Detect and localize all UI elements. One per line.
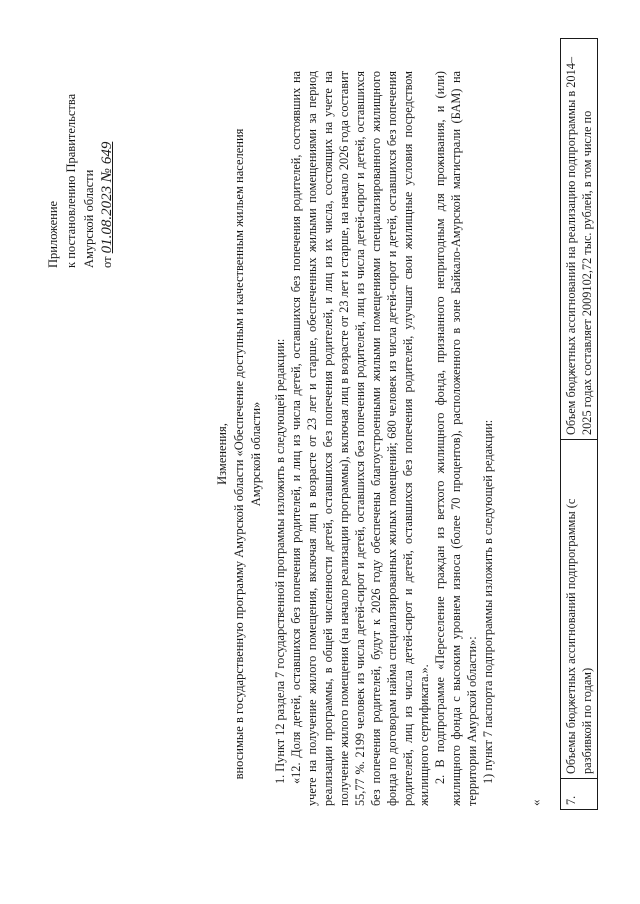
title-line: Амурской области» — [249, 401, 263, 507]
passport-table — [560, 38, 598, 810]
appendix-line: к постановлению Правительства — [64, 93, 78, 268]
appendix-date — [98, 28, 116, 268]
table-cell-number: 7. — [561, 779, 598, 810]
table-cell-name: Объемы бюджетных ассигнований подпрограммы (с разбивкой по годам) — [561, 440, 598, 779]
table-row — [561, 39, 598, 810]
title-line: вносимые в государственную программу Амурской области «Обеспечение доступным и качественным жильем населения — [232, 128, 246, 780]
table-cell-value: Объем бюджетных ассигнований на реализацию подпрограммы в 2014–2025 годах составляет 2009102,72 тыс. рублей, в том числе по — [561, 39, 598, 440]
document-title — [214, 94, 265, 814]
paragraph: 1. Пункт 12 раздела 7 государственной программы изложить в следующей редакции: — [273, 338, 287, 784]
appendix-block — [44, 28, 116, 268]
date-prefix: от — [100, 256, 114, 268]
document-body — [272, 71, 496, 806]
title-line: Изменения, — [215, 423, 229, 485]
handwritten-date-number: 01.08.2023 № 649 — [99, 141, 115, 254]
paragraph: 2. В подпрограмме «Переселение граждан из ветхого жилищного фонда, признанного непригодным для проживания, и (или) жилищного фонда с высоким уровнем износа (более 70 процентов), расположенного в зоне Байкало-Амурской магистрали (БАМ) на территории Амурской области»: — [433, 71, 479, 806]
opening-quote: « — [528, 799, 543, 806]
appendix-line: Амурской области — [82, 169, 96, 268]
appendix-line: Приложение — [46, 200, 60, 268]
paragraph: «12. Доля детей, оставшихся без попечения родителей, и лиц из числа детей, оставшихся без попечения родителей, состоявших на учете на получение жилого помещения, включая лиц в возрасте от 23 лет и старше, обеспеченных жилыми помещениями за период реализации программы, в общей численности детей, оставшихся без попечения родителей, и лиц из их числа, состоящих на учете на получение жилого помещения (на начало реализации программы), включая лиц в возрасте от 23 лет и старше, на начало 2026 года составит 55,77 %. 2199 человек из числа детей-сирот и детей, оставшихся без попечения родителей, лиц из числа детей-сирот и детей, оставшихся без попечения родителей, будут к 2026 году обеспечены благоустроенными жилыми помещениями специализированного жилищного фонда по договорам найма специализированных жилых помещений; 680 человек из числа детей-сирот и детей, оставшихся без попечения родителей, лиц из числа детей-сирот и детей, оставшихся без попечения родителей, улучшат свои жилищные условия посредством жилищного сертификата.». — [289, 71, 431, 806]
paragraph: 1) пункт 7 паспорта подпрограммы изложить в следующей редакции: — [481, 419, 495, 784]
